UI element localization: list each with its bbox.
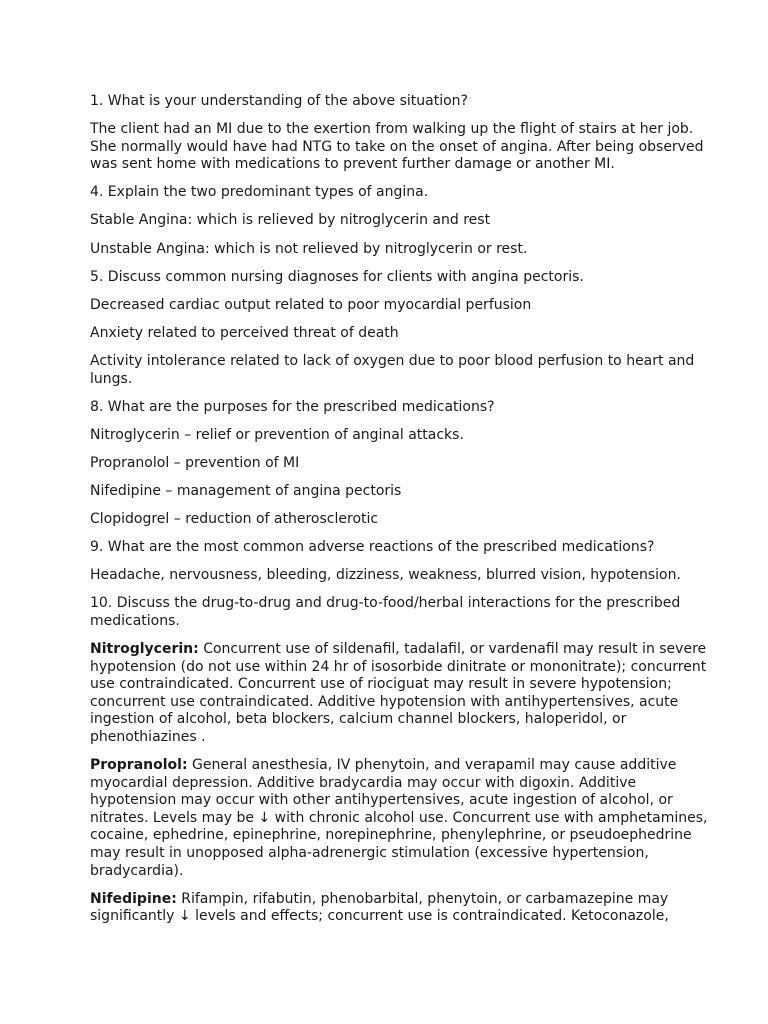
answer-5-cardiac-output: Decreased cardiac output related to poor myocardial perfusion: [90, 296, 532, 313]
drug-name-propranolol: Propranolol:: [90, 757, 188, 774]
answer-4-unstable: Unstable Angina: which is not relieved by nitroglycerin or rest.: [90, 240, 528, 257]
question-9: 9. What are the most common adverse reactions of the prescribed medications?: [90, 539, 655, 556]
answer-1: The client had an MI due to the exertion from walking up the flight of stairs at her job. She normally would have had NTG to take on the onset of angina. After being observed was sent home with medications to prevent further damage or another MI.: [90, 121, 704, 173]
answer-4-stable: Stable Angina: which is relieved by nitroglycerin and rest: [90, 212, 491, 229]
answer-5-anxiety: Anxiety related to perceived threat of death: [90, 324, 399, 341]
interaction-propranolol: [90, 757, 708, 880]
question-8: 8. What are the purposes for the prescribed medications?: [90, 398, 495, 415]
question-4: 4. Explain the two predominant types of angina.: [90, 184, 429, 201]
question-5: 5. Discuss common nursing diagnoses for clients with angina pectoris.: [90, 268, 584, 285]
interaction-nitroglycerin: [90, 641, 708, 747]
answer-9: Headache, nervousness, bleeding, dizziness, weakness, blurred vision, hypotension.: [90, 567, 681, 584]
interaction-nifedipine: [90, 891, 708, 926]
drug-name-nifedipine: Nifedipine:: [90, 890, 177, 907]
answer-8-propranolol: Propranolol – prevention of MI: [90, 454, 300, 471]
question-1: 1. What is your understanding of the above situation?: [90, 93, 468, 109]
interaction-text-propranolol: General anesthesia, IV phenytoin, and verapamil may cause additive myocardial depression. Additive bradycardia may occur with digoxin. Additive hypotension may occur with other antihypertensives, acute ingestion of alcohol, or nitrates. Levels may be ↓ with chronic alcohol use. Concurrent use with amphetamines, cocaine, ephedrine, epinephrine, norepinephrine, phenylephrine, or pseudoephedrine may result in unopposed alpha-adrenergic stimulation (excessive hypertension, bradycardia).: [90, 757, 708, 879]
interaction-text-nifedipine: Rifampin, rifabutin, phenobarbital, phenytoin, or carbamazepine may significantly ↓ levels and effects; concurrent use is contraindicated. Ketoconazole,: [90, 890, 669, 925]
answer-8-clopidogrel: Clopidogrel – reduction of atherosclerotic: [90, 511, 379, 527]
drug-name-nitroglycerin: Nitroglycerin:: [90, 640, 199, 657]
interaction-text-nitroglycerin: Concurrent use of sildenafil, tadalafil, or vardenafil may result in severe hypotension (do not use within 24 hr of isosorbide dinitrate or mononitrate); concurrent use contraindicated. Concurrent use of riociguat may result in severe hypotension; concurrent use contraindicated. Additive hypotension with antihypertensives, acute ingestion of alcohol, beta blockers, calcium channel blockers, haloperidol, or phenothiazines .: [90, 640, 707, 745]
answer-8-nifedipine: Nifedipine – management of angina pectoris: [90, 482, 402, 499]
answer-8-nitroglycerin: Nitroglycerin – relief or prevention of anginal attacks.: [90, 426, 464, 443]
question-10: 10. Discuss the drug-to-drug and drug-to-food/herbal interactions for the prescribed medications.: [90, 595, 681, 629]
answer-5-activity-intolerance: Activity intolerance related to lack of oxygen due to poor blood perfusion to heart and lungs.: [90, 352, 695, 387]
